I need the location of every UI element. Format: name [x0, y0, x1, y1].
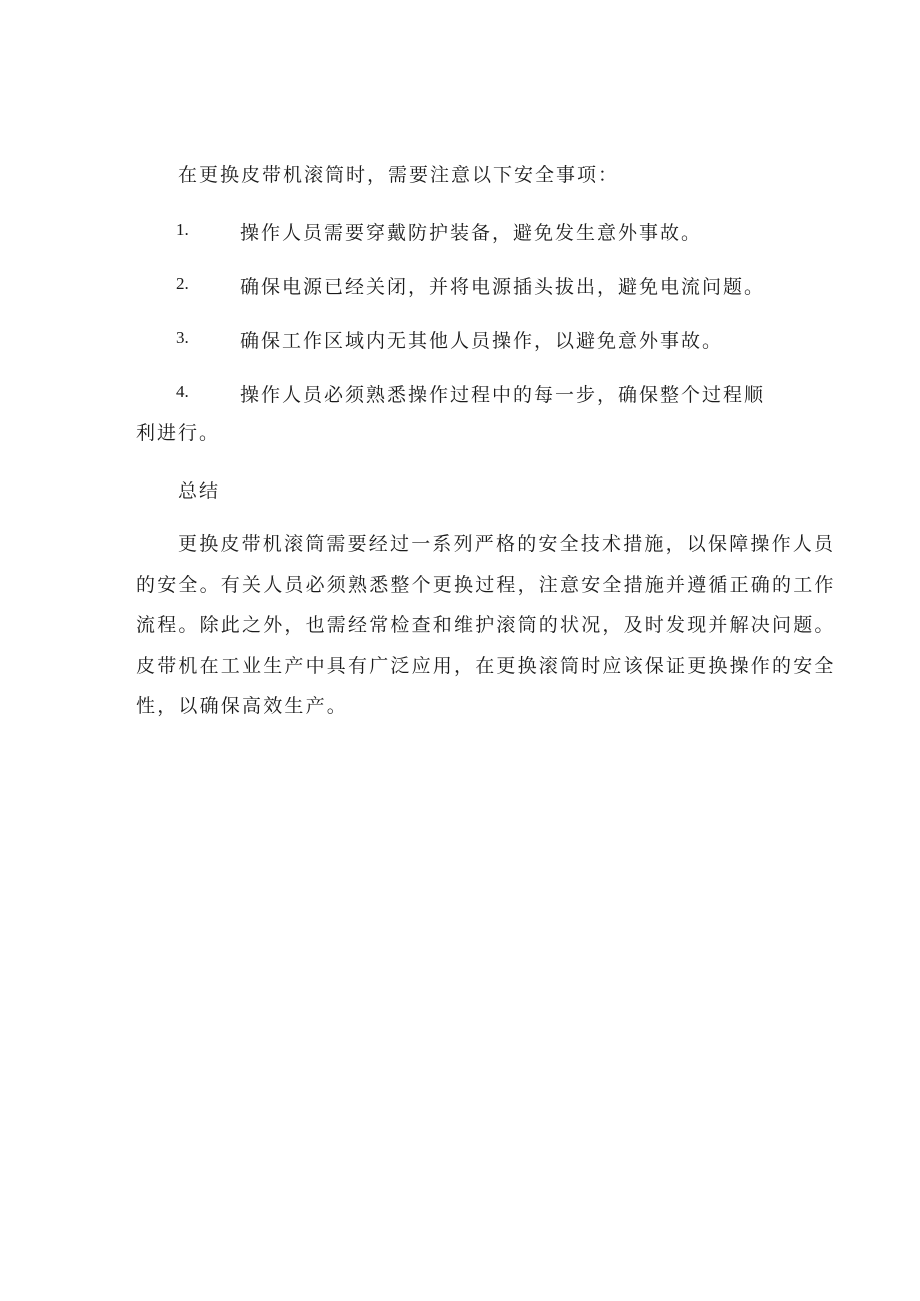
summary-heading: 总结: [178, 480, 221, 502]
summary-line: 流程。除此之外，也需经常检查和维护滚筒的状况，及时发现并解决问题。: [136, 614, 836, 636]
list-text-continuation: 利进行。: [136, 422, 221, 444]
list-number: 4.: [176, 382, 189, 401]
list-number: 2.: [176, 274, 189, 293]
intro-paragraph: 在更换皮带机滚筒时，需要注意以下安全事项：: [178, 164, 620, 186]
list-text: 确保工作区域内无其他人员操作，以避免意外事故。: [240, 330, 724, 352]
summary-line: 的安全。有关人员必须熟悉整个更换过程，注意安全措施并遵循正确的工作: [136, 573, 836, 596]
list-number: 1.: [176, 220, 189, 239]
summary-line: 更换皮带机滚筒需要经过一系列严格的安全技术措施，以保障操作人员: [178, 533, 836, 555]
summary-paragraph: [136, 524, 836, 727]
list-number: 3.: [176, 328, 189, 347]
list-text: 确保电源已经关闭，并将电源插头拔出，避免电流问题。: [240, 276, 766, 298]
summary-line: 皮带机在工业生产中具有广泛应用，在更换滚筒时应该保证更换操作的安全: [136, 654, 836, 677]
list-text: 操作人员必须熟悉操作过程中的每一步，确保整个过程顺: [240, 384, 766, 406]
list-text: 操作人员需要穿戴防护装备，避免发生意外事故。: [240, 222, 703, 244]
summary-line: 性，以确保高效生产。: [136, 695, 349, 717]
